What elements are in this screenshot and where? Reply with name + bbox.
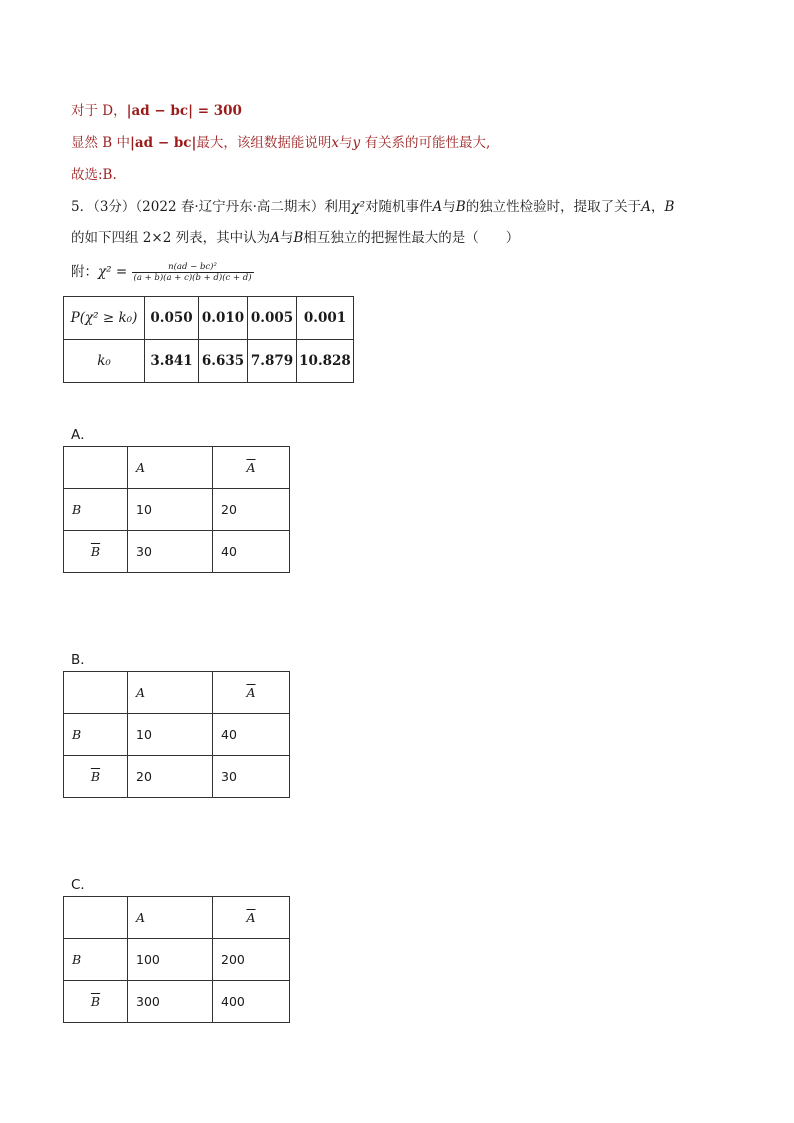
table-cell: B bbox=[64, 714, 128, 756]
table-row bbox=[64, 531, 290, 573]
table-cell: A bbox=[128, 897, 213, 939]
formula-numerator: n(ad − bc)² bbox=[132, 262, 254, 273]
table-cell: $\overline{B}$ bbox=[64, 756, 128, 798]
table-cell: 10 bbox=[128, 714, 213, 756]
var-A: A bbox=[432, 199, 443, 215]
question-text: 5．（3分）（2022 春·辽宁丹东·高二期末）利用 bbox=[71, 199, 352, 215]
formula-denominator: (a + b)(a + c)(b + d)(c + d) bbox=[133, 273, 252, 283]
table-cell: 40 bbox=[213, 714, 290, 756]
table-cell: 30 bbox=[213, 756, 290, 798]
table-row bbox=[64, 756, 290, 798]
table-row bbox=[64, 489, 290, 531]
question-text: 的如下四组 2×2 列表，其中认为 bbox=[71, 230, 271, 246]
solution-text: 显然 B 中 bbox=[71, 135, 131, 151]
critical-value-table bbox=[63, 296, 354, 383]
solution-text: 最大，该组数据能说明 bbox=[196, 135, 332, 151]
solution-math: |ad − bc| = 300 bbox=[126, 103, 242, 119]
solution-text: 有关系的可能性最大, bbox=[360, 135, 491, 151]
var-B: B bbox=[293, 230, 304, 246]
chi-square-symbol: χ² bbox=[351, 199, 366, 215]
var-B: B bbox=[664, 199, 675, 215]
question-text: 与 bbox=[279, 230, 294, 246]
solution-text: 与 bbox=[339, 135, 353, 151]
table-cell: $\overline{B}$ bbox=[64, 531, 128, 573]
table-cell: 200 bbox=[213, 939, 290, 981]
question-text: ， bbox=[650, 199, 665, 215]
option-a-label: A． bbox=[71, 427, 94, 443]
table-cell: B bbox=[64, 489, 128, 531]
solution-line-2 bbox=[71, 133, 490, 153]
table-cell: A bbox=[128, 672, 213, 714]
solution-line-1 bbox=[71, 101, 242, 121]
table-cell: k₀ bbox=[64, 340, 145, 383]
formula-line bbox=[71, 262, 254, 283]
table-cell: 20 bbox=[213, 489, 290, 531]
solution-var-x: x bbox=[331, 135, 340, 151]
table-cell: $\overline{A}$ bbox=[213, 897, 290, 939]
solution-text: 对于 D， bbox=[71, 103, 127, 119]
question-text: 与 bbox=[442, 199, 456, 215]
solution-line-3 bbox=[71, 165, 117, 185]
table-cell bbox=[64, 897, 128, 939]
formula-lhs: χ² = bbox=[98, 264, 132, 280]
option-c-label: C． bbox=[71, 877, 94, 893]
var-B: B bbox=[455, 199, 466, 215]
option-c-table bbox=[63, 896, 290, 1023]
table-row bbox=[64, 340, 354, 383]
table-cell bbox=[64, 672, 128, 714]
table-cell: 0.050 bbox=[145, 297, 199, 340]
table-cell bbox=[64, 447, 128, 489]
table-cell: 10 bbox=[128, 489, 213, 531]
table-row bbox=[64, 297, 354, 340]
question-line-2 bbox=[71, 228, 519, 248]
table-cell: 6.635 bbox=[199, 340, 248, 383]
formula-prefix: 附： bbox=[71, 264, 98, 280]
question-text: 对随机事件 bbox=[365, 199, 433, 215]
solution-math: |ad − bc| bbox=[130, 135, 197, 151]
table-cell: 20 bbox=[128, 756, 213, 798]
table-cell: 40 bbox=[213, 531, 290, 573]
table-cell: $\overline{A}$ bbox=[213, 447, 290, 489]
table-cell: 0.001 bbox=[297, 297, 354, 340]
table-cell: 30 bbox=[128, 531, 213, 573]
table-row bbox=[64, 897, 290, 939]
table-row bbox=[64, 447, 290, 489]
table-cell: P(χ² ≥ k₀) bbox=[64, 297, 145, 340]
table-row bbox=[64, 672, 290, 714]
formula-fraction bbox=[132, 262, 254, 283]
question-text: 的独立性检验时，提取了关于 bbox=[465, 199, 642, 215]
table-cell: 400 bbox=[213, 981, 290, 1023]
var-A: A bbox=[270, 230, 280, 246]
table-cell: B bbox=[64, 939, 128, 981]
solution-var-y: y bbox=[352, 135, 361, 151]
question-text: 相互独立的把握性最大的是（ ） bbox=[303, 230, 520, 246]
table-cell: 3.841 bbox=[145, 340, 199, 383]
option-b-label: B． bbox=[71, 652, 94, 668]
option-b-table bbox=[63, 671, 290, 798]
table-cell: 7.879 bbox=[248, 340, 297, 383]
table-cell: 0.005 bbox=[248, 297, 297, 340]
option-a-table bbox=[63, 446, 290, 573]
table-row bbox=[64, 981, 290, 1023]
table-cell: 100 bbox=[128, 939, 213, 981]
table-cell: A bbox=[128, 447, 213, 489]
table-cell: 300 bbox=[128, 981, 213, 1023]
table-row bbox=[64, 714, 290, 756]
table-cell: 0.010 bbox=[199, 297, 248, 340]
table-cell: $\overline{A}$ bbox=[213, 672, 290, 714]
var-A: A bbox=[641, 199, 651, 215]
table-cell: 10.828 bbox=[297, 340, 354, 383]
table-cell: $\overline{B}$ bbox=[64, 981, 128, 1023]
solution-answer: 故选:B. bbox=[71, 167, 117, 183]
table-row bbox=[64, 939, 290, 981]
question-line-1 bbox=[71, 197, 674, 217]
